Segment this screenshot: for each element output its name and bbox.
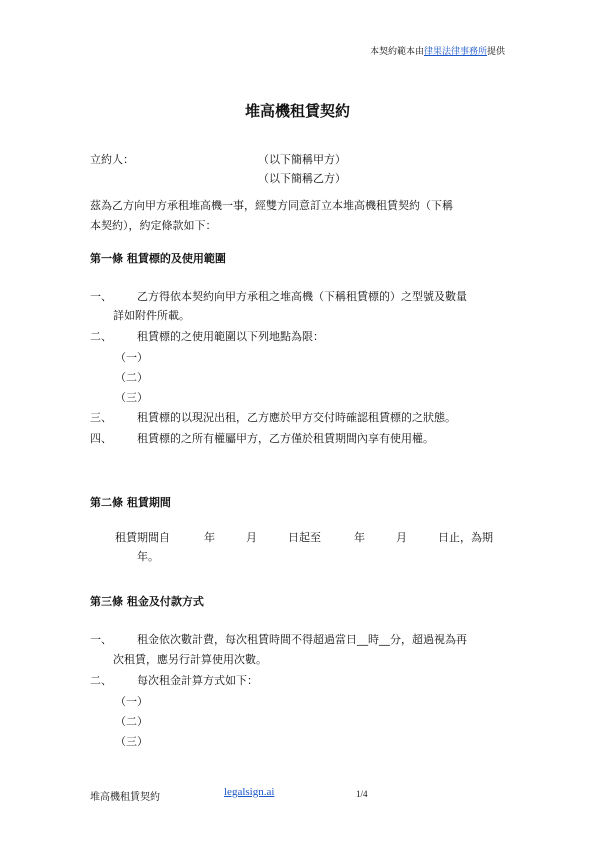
a2-until-day: 日止，為期 — [438, 531, 493, 544]
a1-sub2: （二） — [115, 371, 148, 384]
a1-sub3: （三） — [115, 391, 148, 404]
footer-doc-title: 堆高機租賃契約 — [90, 792, 160, 803]
article-2-heading: 第二條 租賃期間 — [90, 496, 171, 509]
a1-item1-num: 一、 — [90, 290, 112, 303]
a3-sub1: （一） — [115, 695, 148, 708]
a3-sub3: （三） — [115, 735, 148, 748]
preamble-line-2: 本契約），約定條款如下： — [90, 219, 217, 232]
a3-item1-line1: 租金依次數計費，每次租賃時間不得超過當日__時__分，超過視為再 — [137, 633, 467, 646]
a1-item2-text: 租賃標的之使用範圍以下列地點為限： — [137, 330, 324, 343]
header-prefix: 本契約範本由 — [369, 47, 424, 57]
a2-year-2: 年 — [354, 531, 365, 544]
document-title: 堆高機租賃契約 — [244, 102, 350, 120]
header-note — [370, 44, 505, 57]
a2-month-2: 月 — [396, 531, 407, 544]
preamble-line-1: 茲為乙方向甲方承租堆高機一事，經雙方同意訂立本堆高機租賃契約（下稱 — [90, 199, 453, 212]
a3-item2-num: 二、 — [90, 674, 112, 687]
a1-item4-text: 租賃標的之所有權屬甲方，乙方僅於租賃期間內享有使用權。 — [137, 432, 434, 445]
party-a-note: （以下簡稱甲方） — [258, 153, 346, 166]
a3-item1-num: 一、 — [90, 633, 112, 646]
a1-item2-num: 二、 — [90, 330, 112, 343]
a3-item1-line2: 次租賃，應另行計算使用次數。 — [113, 653, 267, 666]
article-1-heading: 第一條 租賃標的及使用範圍 — [90, 252, 226, 265]
a1-sub1: （一） — [115, 351, 148, 364]
parties-label: 立約人： — [90, 153, 134, 166]
a1-item1-line2: 詳如附件所載。 — [113, 309, 190, 322]
article-3-heading: 第三條 租金及付款方式 — [90, 595, 204, 608]
a2-from-day: 日起至 — [288, 531, 321, 544]
a3-sub2: （二） — [115, 715, 148, 728]
a2-year-1: 年 — [204, 531, 215, 544]
a1-item1-line1: 乙方得依本契約向甲方承租之堆高機（下稱租賃標的）之型號及數量 — [137, 290, 467, 303]
party-b-note: （以下簡稱乙方） — [258, 172, 346, 185]
law-firm-link[interactable]: 律果法律事務所 — [423, 47, 487, 57]
a1-item3-num: 三、 — [90, 411, 112, 424]
a2-line-2: 年。 — [137, 550, 159, 563]
a3-item2-text: 每次租金計算方式如下： — [137, 674, 258, 687]
footer-site-link[interactable]: legalsign.ai — [224, 786, 275, 798]
a1-item3-text: 租賃標的以現況出租，乙方應於甲方交付時確認租賃標的之狀態。 — [137, 411, 456, 424]
a1-item4-num: 四、 — [90, 432, 112, 445]
footer-page-number: 1/4 — [356, 789, 368, 799]
a2-period-start: 租賃期間自 — [115, 531, 170, 544]
header-suffix: 提供 — [486, 47, 505, 57]
a2-month-1: 月 — [246, 531, 257, 544]
